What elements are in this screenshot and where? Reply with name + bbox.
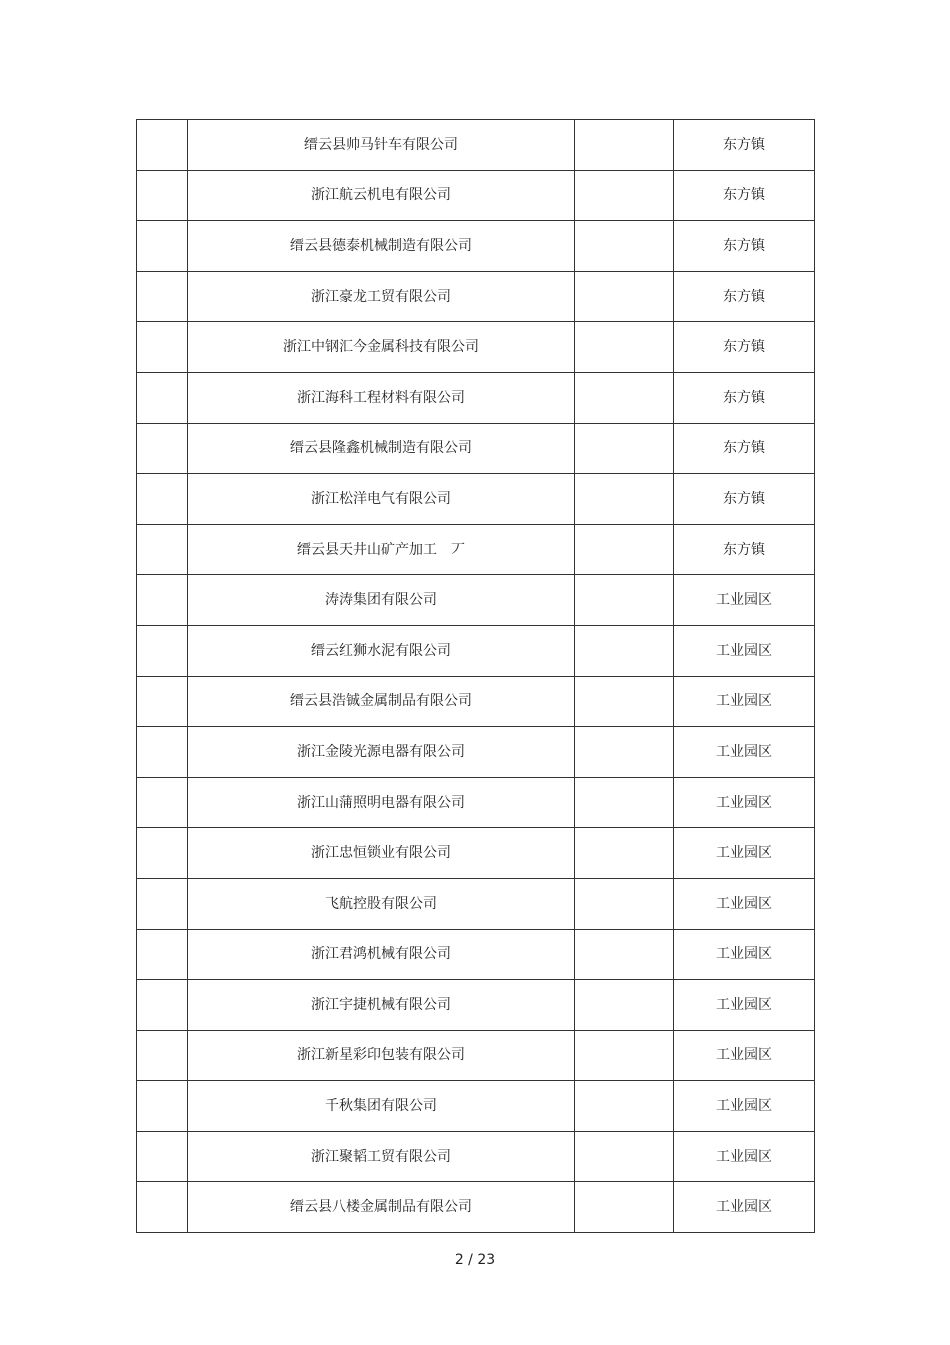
blank-cell bbox=[575, 777, 674, 828]
location-cell: 工业园区 bbox=[674, 676, 815, 727]
blank-cell bbox=[575, 221, 674, 272]
blank-cell bbox=[575, 727, 674, 778]
company-name-cell: 缙云县德泰机械制造有限公司 bbox=[188, 221, 575, 272]
index-cell bbox=[137, 372, 188, 423]
table-row bbox=[137, 423, 815, 474]
location-cell: 工业园区 bbox=[674, 575, 815, 626]
index-cell bbox=[137, 1030, 188, 1081]
index-cell bbox=[137, 575, 188, 626]
table-row bbox=[137, 575, 815, 626]
company-name-cell: 浙江君鸿机械有限公司 bbox=[188, 929, 575, 980]
location-cell: 工业园区 bbox=[674, 777, 815, 828]
location-cell: 东方镇 bbox=[674, 221, 815, 272]
company-name-cell: 飞航控股有限公司 bbox=[188, 878, 575, 929]
table-row bbox=[137, 878, 815, 929]
index-cell bbox=[137, 777, 188, 828]
index-cell bbox=[137, 271, 188, 322]
table-body bbox=[137, 120, 815, 1233]
table-row bbox=[137, 929, 815, 980]
index-cell bbox=[137, 625, 188, 676]
location-cell: 工业园区 bbox=[674, 727, 815, 778]
index-cell bbox=[137, 120, 188, 171]
company-name-cell: 千秋集团有限公司 bbox=[188, 1081, 575, 1132]
location-cell: 工业园区 bbox=[674, 929, 815, 980]
index-cell bbox=[137, 170, 188, 221]
blank-cell bbox=[575, 271, 674, 322]
index-cell bbox=[137, 524, 188, 575]
location-cell: 东方镇 bbox=[674, 271, 815, 322]
location-cell: 工业园区 bbox=[674, 1131, 815, 1182]
index-cell bbox=[137, 929, 188, 980]
table-row bbox=[137, 625, 815, 676]
index-cell bbox=[137, 1081, 188, 1132]
company-table bbox=[136, 119, 815, 1233]
table-row bbox=[137, 980, 815, 1031]
blank-cell bbox=[575, 878, 674, 929]
company-name-cell: 浙江聚韬工贸有限公司 bbox=[188, 1131, 575, 1182]
company-name-cell: 浙江松洋电气有限公司 bbox=[188, 474, 575, 525]
company-name-cell: 涛涛集团有限公司 bbox=[188, 575, 575, 626]
table-row bbox=[137, 1030, 815, 1081]
company-name-cell: 浙江宇捷机械有限公司 bbox=[188, 980, 575, 1031]
company-name-cell: 缙云县浩铖金属制品有限公司 bbox=[188, 676, 575, 727]
table-row bbox=[137, 727, 815, 778]
company-name-cell: 浙江海科工程材料有限公司 bbox=[188, 372, 575, 423]
company-name-cell: 浙江忠恒锁业有限公司 bbox=[188, 828, 575, 879]
table-row bbox=[137, 170, 815, 221]
blank-cell bbox=[575, 524, 674, 575]
index-cell bbox=[137, 474, 188, 525]
location-cell: 东方镇 bbox=[674, 322, 815, 373]
company-name-cell: 浙江山蒲照明电器有限公司 bbox=[188, 777, 575, 828]
table-row bbox=[137, 1182, 815, 1233]
index-cell bbox=[137, 727, 188, 778]
index-cell bbox=[137, 1182, 188, 1233]
table-row bbox=[137, 777, 815, 828]
index-cell bbox=[137, 676, 188, 727]
table-row bbox=[137, 120, 815, 171]
blank-cell bbox=[575, 1081, 674, 1132]
company-name-cell: 浙江新星彩印包装有限公司 bbox=[188, 1030, 575, 1081]
company-name-cell: 缙云红狮水泥有限公司 bbox=[188, 625, 575, 676]
location-cell: 东方镇 bbox=[674, 524, 815, 575]
company-name-cell: 缙云县八楼金属制品有限公司 bbox=[188, 1182, 575, 1233]
table-row bbox=[137, 828, 815, 879]
table-row bbox=[137, 676, 815, 727]
location-cell: 工业园区 bbox=[674, 1081, 815, 1132]
blank-cell bbox=[575, 828, 674, 879]
blank-cell bbox=[575, 120, 674, 171]
blank-cell bbox=[575, 170, 674, 221]
table-row bbox=[137, 474, 815, 525]
blank-cell bbox=[575, 575, 674, 626]
table-row bbox=[137, 1131, 815, 1182]
company-name-cell: 浙江中钢汇今金属科技有限公司 bbox=[188, 322, 575, 373]
company-name-cell: 缙云县帅马针车有限公司 bbox=[188, 120, 575, 171]
blank-cell bbox=[575, 929, 674, 980]
page-number: 2 / 23 bbox=[454, 1252, 496, 1268]
blank-cell bbox=[575, 322, 674, 373]
table-row bbox=[137, 271, 815, 322]
table-row bbox=[137, 372, 815, 423]
blank-cell bbox=[575, 1030, 674, 1081]
table-row bbox=[137, 221, 815, 272]
blank-cell bbox=[575, 474, 674, 525]
location-cell: 工业园区 bbox=[674, 1182, 815, 1233]
index-cell bbox=[137, 1131, 188, 1182]
company-name-cell: 浙江航云机电有限公司 bbox=[188, 170, 575, 221]
location-cell: 东方镇 bbox=[674, 372, 815, 423]
index-cell bbox=[137, 423, 188, 474]
company-name-cell: 浙江金陵光源电器有限公司 bbox=[188, 727, 575, 778]
location-cell: 工业园区 bbox=[674, 878, 815, 929]
location-cell: 工业园区 bbox=[674, 625, 815, 676]
table-row bbox=[137, 1081, 815, 1132]
blank-cell bbox=[575, 372, 674, 423]
company-name-cell: 浙江豪龙工贸有限公司 bbox=[188, 271, 575, 322]
location-cell: 工业园区 bbox=[674, 1030, 815, 1081]
location-cell: 东方镇 bbox=[674, 120, 815, 171]
location-cell: 东方镇 bbox=[674, 423, 815, 474]
index-cell bbox=[137, 828, 188, 879]
index-cell bbox=[137, 980, 188, 1031]
blank-cell bbox=[575, 1182, 674, 1233]
blank-cell bbox=[575, 1131, 674, 1182]
location-cell: 东方镇 bbox=[674, 474, 815, 525]
location-cell: 东方镇 bbox=[674, 170, 815, 221]
table-row bbox=[137, 322, 815, 373]
index-cell bbox=[137, 878, 188, 929]
company-name-cell: 缙云县天井山矿产加工 丆 bbox=[188, 524, 575, 575]
blank-cell bbox=[575, 676, 674, 727]
company-name-cell: 缙云县隆鑫机械制造有限公司 bbox=[188, 423, 575, 474]
blank-cell bbox=[575, 423, 674, 474]
index-cell bbox=[137, 322, 188, 373]
index-cell bbox=[137, 221, 188, 272]
location-cell: 工业园区 bbox=[674, 980, 815, 1031]
blank-cell bbox=[575, 625, 674, 676]
blank-cell bbox=[575, 980, 674, 1031]
location-cell: 工业园区 bbox=[674, 828, 815, 879]
table-row bbox=[137, 524, 815, 575]
